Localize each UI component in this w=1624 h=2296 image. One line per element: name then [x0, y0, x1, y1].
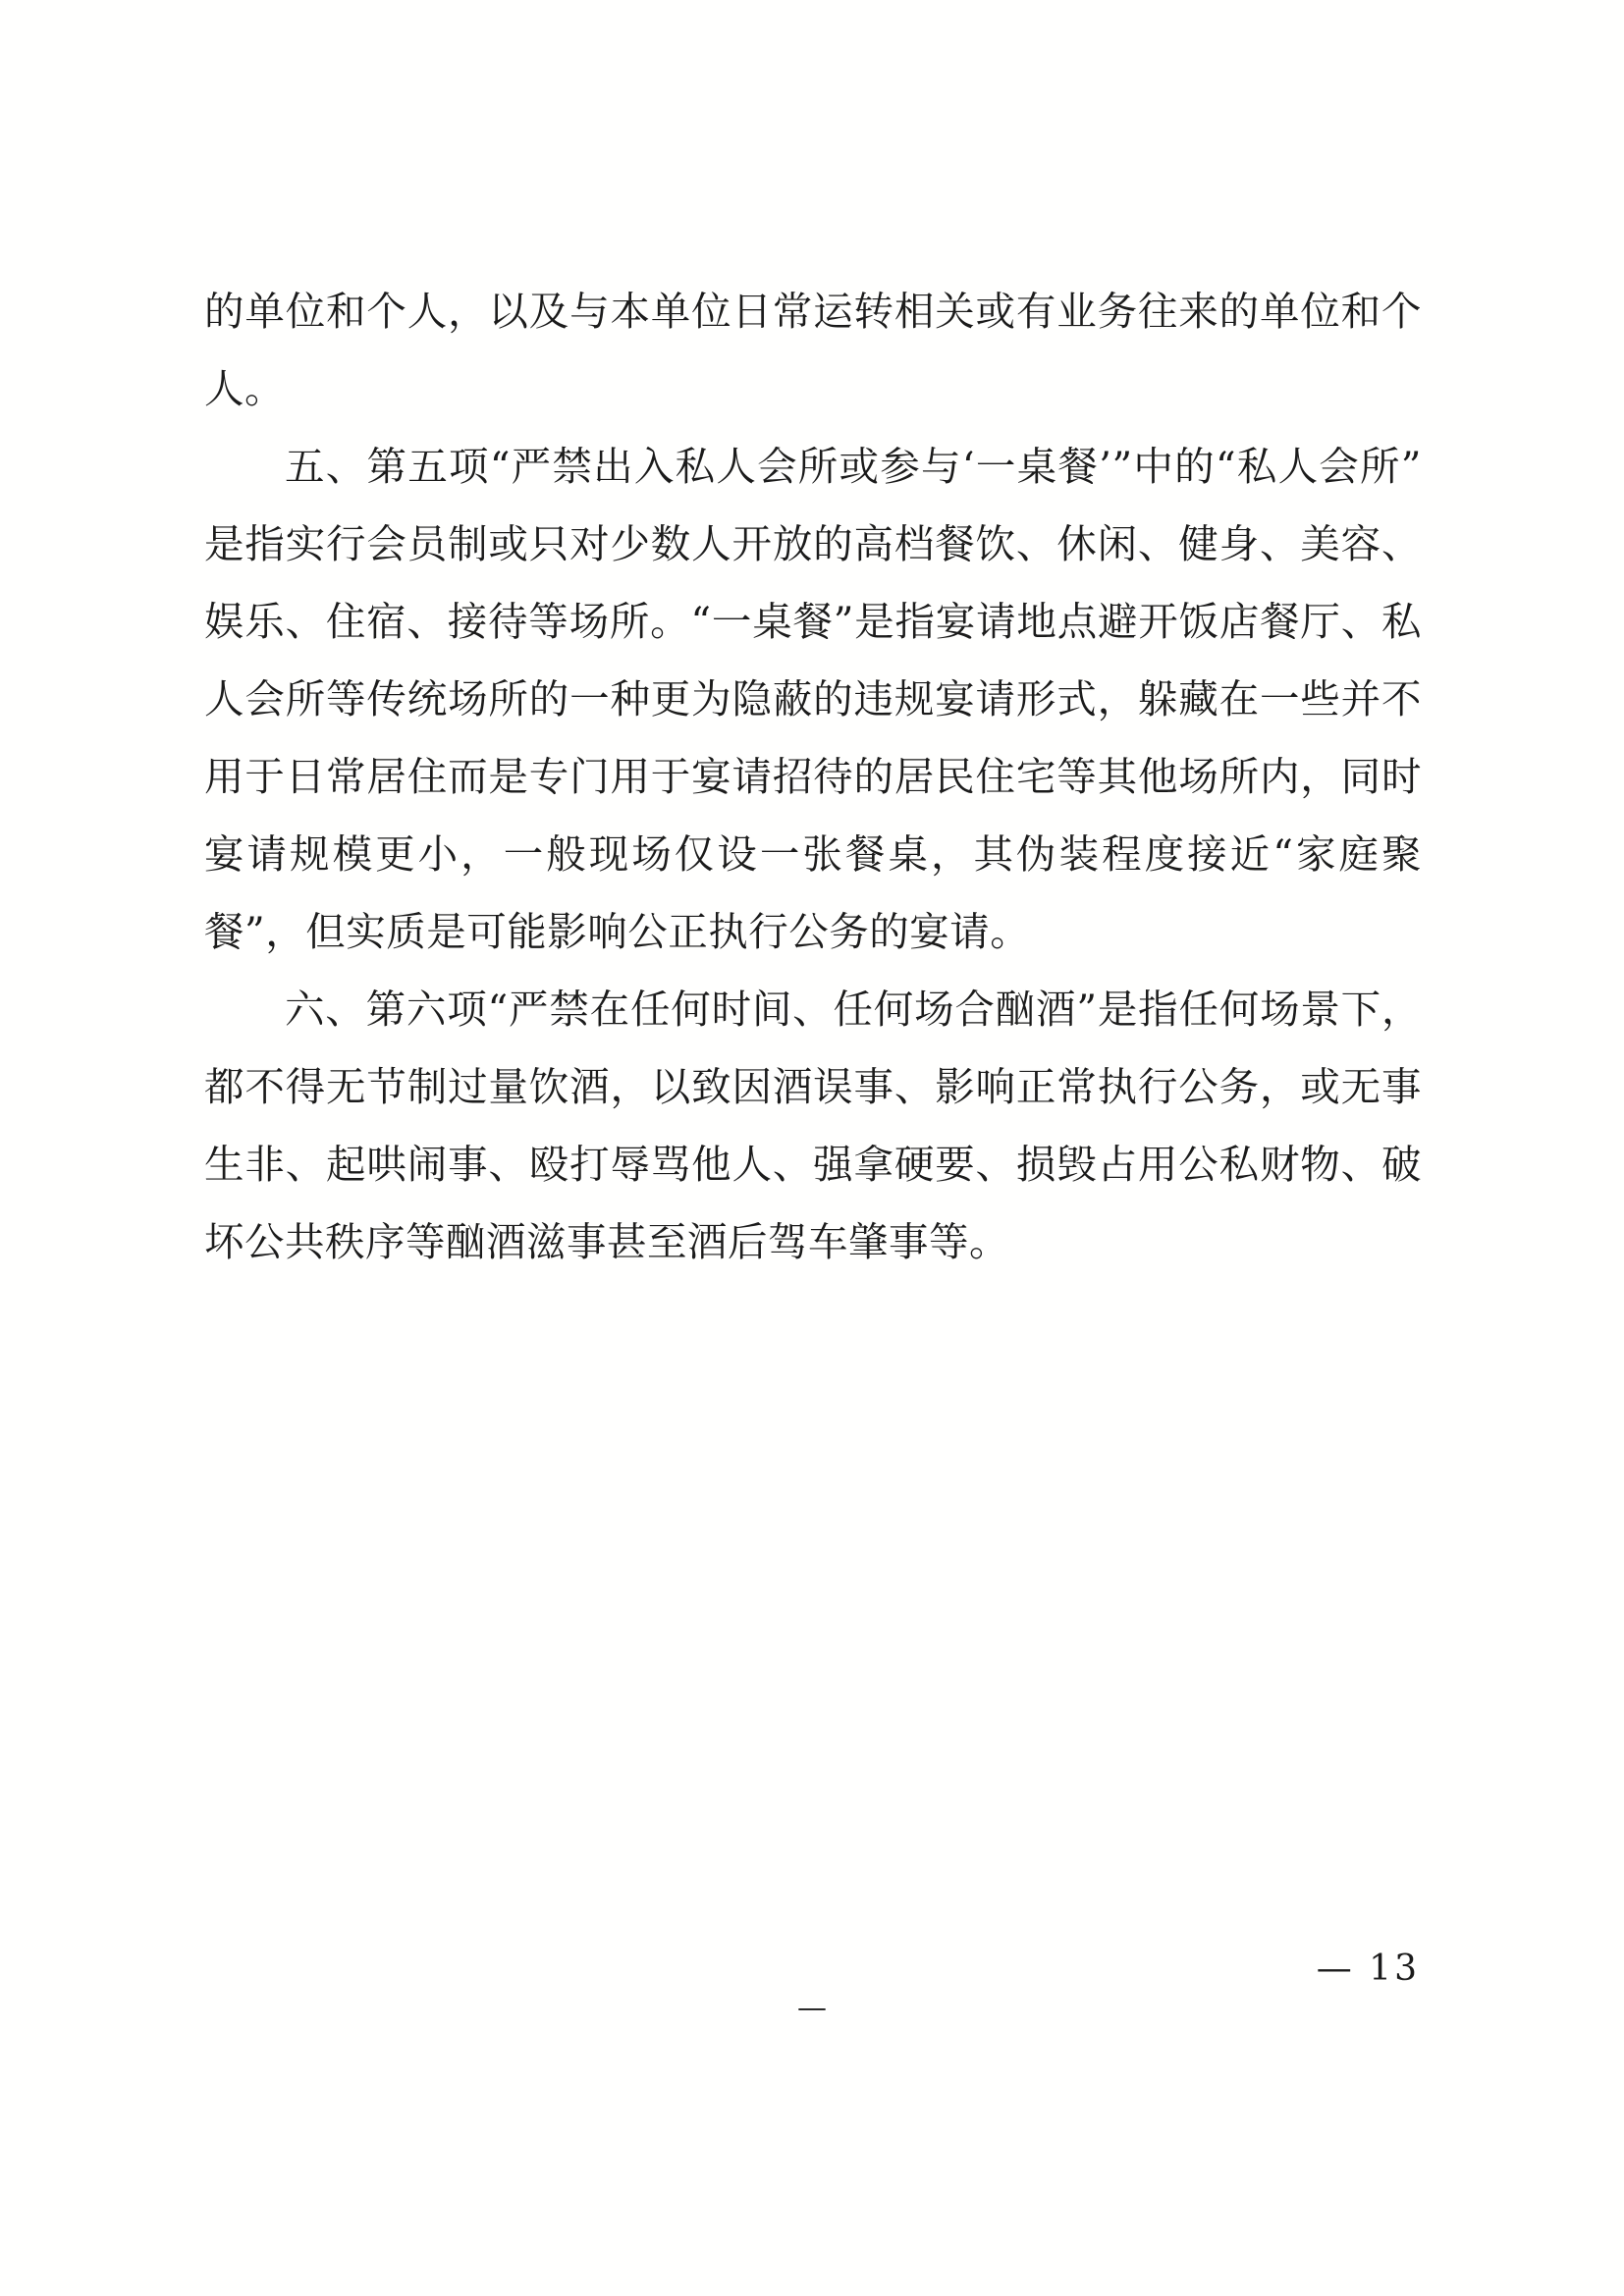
paragraph-continuation: 的单位和个人，以及与本单位日常运转相关或有业务往来的单位和个人。: [204, 288, 1422, 412]
page-number: — 13: [1316, 1949, 1420, 1989]
paragraph-item-six: 六、第六项“严禁在任何时间、任何场合酗酒”是指任何场景下，都不得无节制过量饮酒，以致因酒误事、影响正常执行公务，或无事生非、起哄闹事、殴打辱骂他人、强拿硬要、损毁占用公私财物、破坏公共秩序等酗酒滋事甚至酒后驾车肇事等。: [204, 986, 1422, 1265]
paragraph-item-five: 五、第五项“严禁出入私人会所或参与‘一桌餐’”中的“私人会所”是指实行会员制或只对少数人开放的高档餐饮、休闲、健身、美容、娱乐、住宿、接待等场所。“一桌餐”是指宴请地点避开饭店餐厅、私人会所等传统场所的一种更为隐蔽的违规宴请形式，躲藏在一些并不用于日常居住而是专门用于宴请招待的居民住宅等其他场所内，同时宴请规模更小，一般现场仅设一张餐桌，其伪装程度接近“家庭聚餐”，但实质是可能影响公正执行公务的宴请。: [204, 443, 1422, 955]
footer-dash-mark: —: [797, 1991, 827, 2025]
document-body: [204, 273, 1422, 1281]
